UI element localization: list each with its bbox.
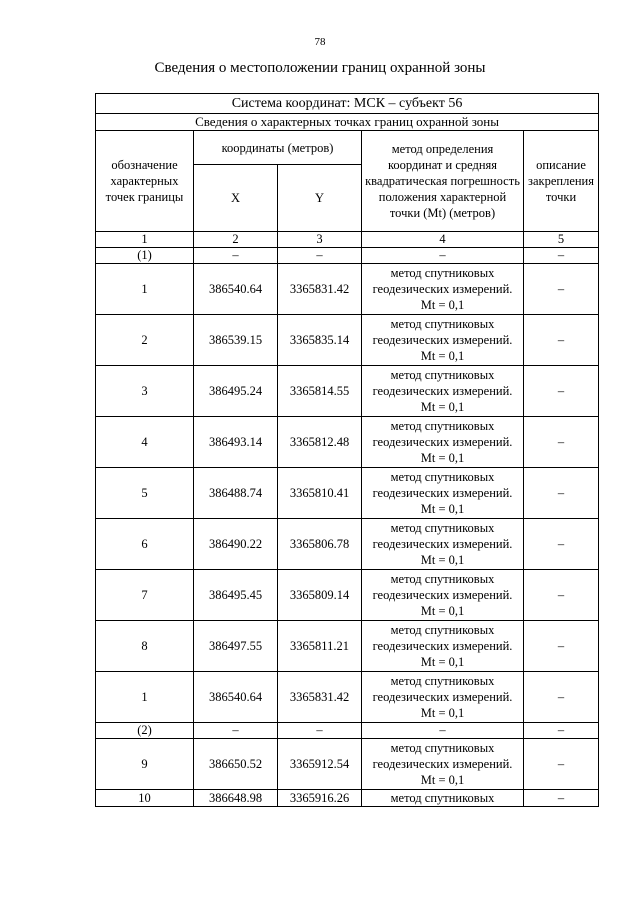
description-cell: – xyxy=(524,570,599,621)
point-cell: (1) xyxy=(96,248,194,264)
description-cell: – xyxy=(524,417,599,468)
contour-row xyxy=(96,723,599,739)
column-number: 5 xyxy=(524,232,599,248)
method-cell: метод спутниковых геодезических измерений. Mt = 0,1 xyxy=(362,621,524,672)
column-number: 4 xyxy=(362,232,524,248)
y-coordinate-cell: 3365814.55 xyxy=(278,366,362,417)
x-coordinate-cell: – xyxy=(194,723,278,739)
point-cell: 8 xyxy=(96,621,194,672)
y-coordinate-cell: 3365831.42 xyxy=(278,264,362,315)
description-cell: – xyxy=(524,248,599,264)
header-point-designation: обозначение характерных точек границы xyxy=(96,131,194,232)
table-row xyxy=(96,315,599,366)
point-cell: 10 xyxy=(96,790,194,807)
y-coordinate-cell: 3365811.21 xyxy=(278,621,362,672)
method-cell: метод спутниковых геодезических измерений. Mt = 0,1 xyxy=(362,264,524,315)
table-row xyxy=(96,621,599,672)
header-y: Y xyxy=(278,165,362,232)
method-cell: метод спутниковых геодезических измерений. Mt = 0,1 xyxy=(362,366,524,417)
y-coordinate-cell: 3365809.14 xyxy=(278,570,362,621)
table-row xyxy=(96,264,599,315)
x-coordinate-cell: 386540.64 xyxy=(194,672,278,723)
y-coordinate-cell: 3365835.14 xyxy=(278,315,362,366)
table-row xyxy=(96,672,599,723)
point-cell: 4 xyxy=(96,417,194,468)
table-row xyxy=(96,417,599,468)
point-cell: 1 xyxy=(96,264,194,315)
point-cell: 3 xyxy=(96,366,194,417)
table-row xyxy=(96,790,599,807)
point-cell: 2 xyxy=(96,315,194,366)
method-cell: метод спутниковых геодезических измерений. Mt = 0,1 xyxy=(362,315,524,366)
method-cell: – xyxy=(362,248,524,264)
coordinate-system-header: Система координат: МСК – субъект 56 xyxy=(96,94,599,114)
contour-row xyxy=(96,248,599,264)
y-coordinate-cell: 3365812.48 xyxy=(278,417,362,468)
y-coordinate-cell: 3365806.78 xyxy=(278,519,362,570)
point-cell: 6 xyxy=(96,519,194,570)
x-coordinate-cell: 386540.64 xyxy=(194,264,278,315)
method-cell: метод спутниковых геодезических измерений. Mt = 0,1 xyxy=(362,417,524,468)
x-coordinate-cell: 386497.55 xyxy=(194,621,278,672)
x-coordinate-cell: 386495.45 xyxy=(194,570,278,621)
method-cell: метод спутниковых геодезических измерений. Mt = 0,1 xyxy=(362,672,524,723)
description-cell: – xyxy=(524,366,599,417)
description-cell: – xyxy=(524,315,599,366)
method-cell: метод спутниковых геодезических измерений. Mt = 0,1 xyxy=(362,468,524,519)
point-cell: 9 xyxy=(96,739,194,790)
point-cell: (2) xyxy=(96,723,194,739)
y-coordinate-cell: 3365831.42 xyxy=(278,672,362,723)
document-title: Сведения о местоположении границ охранной зоны xyxy=(154,60,486,76)
method-cell: метод спутниковых xyxy=(362,790,524,807)
x-coordinate-cell: – xyxy=(194,248,278,264)
y-coordinate-cell: 3365916.26 xyxy=(278,790,362,807)
table-row xyxy=(96,468,599,519)
header-coordinates: координаты (метров) xyxy=(194,131,362,165)
table-row xyxy=(96,570,599,621)
y-coordinate-cell: 3365810.41 xyxy=(278,468,362,519)
x-coordinate-cell: 386493.14 xyxy=(194,417,278,468)
x-coordinate-cell: 386495.24 xyxy=(194,366,278,417)
header-x: X xyxy=(194,165,278,232)
description-cell: – xyxy=(524,739,599,790)
method-cell: метод спутниковых геодезических измерений. Mt = 0,1 xyxy=(362,739,524,790)
column-number: 3 xyxy=(278,232,362,248)
x-coordinate-cell: 386650.52 xyxy=(194,739,278,790)
description-cell: – xyxy=(524,519,599,570)
page-number: 78 xyxy=(314,36,326,48)
description-cell: – xyxy=(524,672,599,723)
column-number: 2 xyxy=(194,232,278,248)
point-cell: 5 xyxy=(96,468,194,519)
description-cell: – xyxy=(524,468,599,519)
description-cell: – xyxy=(524,264,599,315)
table-row xyxy=(96,366,599,417)
y-coordinate-cell: – xyxy=(278,248,362,264)
header-point-description: описание закрепления точки xyxy=(524,131,599,232)
x-coordinate-cell: 386539.15 xyxy=(194,315,278,366)
description-cell: – xyxy=(524,790,599,807)
description-cell: – xyxy=(524,723,599,739)
method-cell: метод спутниковых геодезических измерений. Mt = 0,1 xyxy=(362,570,524,621)
table-subtitle: Сведения о характерных точках границ охранной зоны xyxy=(96,114,599,131)
point-cell: 7 xyxy=(96,570,194,621)
x-coordinate-cell: 386488.74 xyxy=(194,468,278,519)
method-cell: – xyxy=(362,723,524,739)
point-cell: 1 xyxy=(96,672,194,723)
y-coordinate-cell: 3365912.54 xyxy=(278,739,362,790)
method-cell: метод спутниковых геодезических измерений. Mt = 0,1 xyxy=(362,519,524,570)
table-row xyxy=(96,739,599,790)
column-number: 1 xyxy=(96,232,194,248)
boundary-points-table xyxy=(95,93,599,807)
table-row xyxy=(96,519,599,570)
header-method: метод определения координат и средняя квадратическая погрешность положения характерной точки (Mt) (метров) xyxy=(362,131,524,232)
y-coordinate-cell: – xyxy=(278,723,362,739)
description-cell: – xyxy=(524,621,599,672)
x-coordinate-cell: 386490.22 xyxy=(194,519,278,570)
x-coordinate-cell: 386648.98 xyxy=(194,790,278,807)
